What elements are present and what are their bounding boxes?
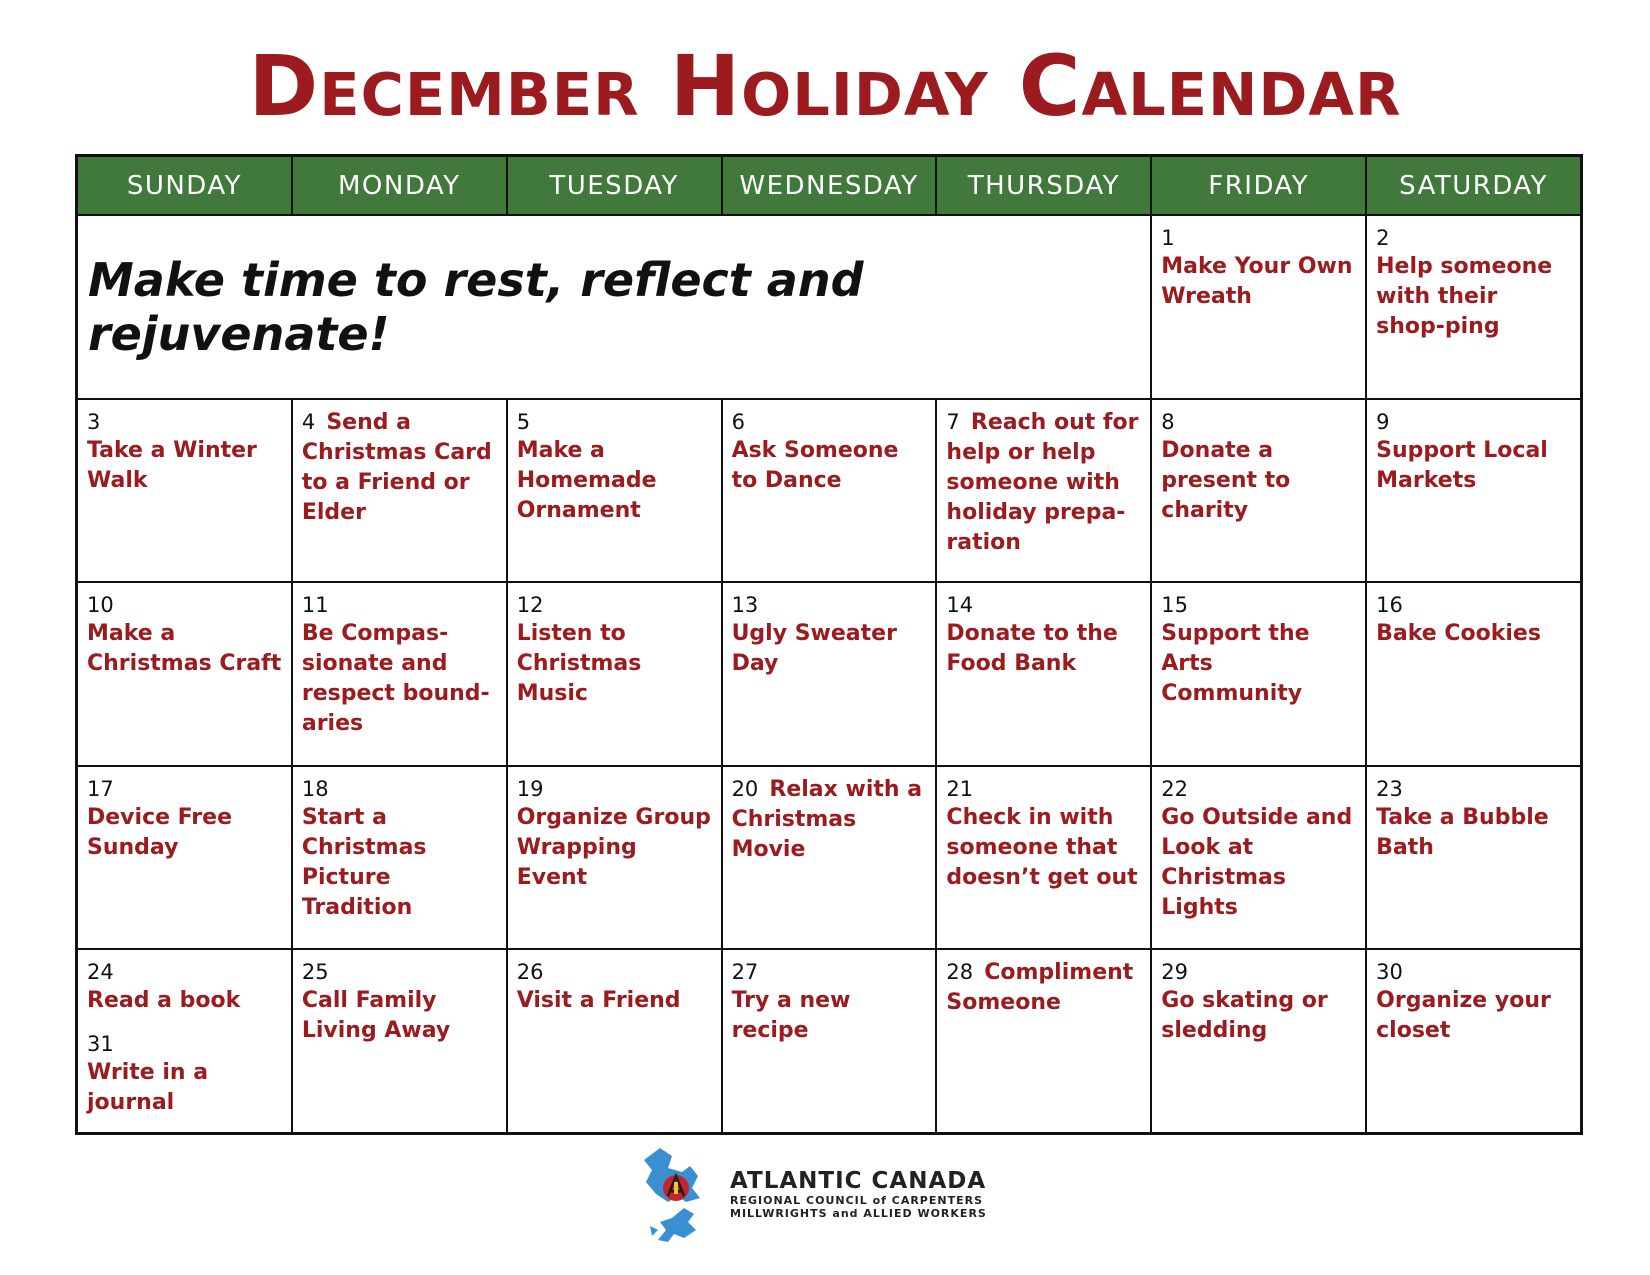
day-cell	[723, 767, 936, 949]
day-cell	[508, 950, 721, 1132]
day-number: 6	[731, 409, 745, 434]
day-activity: Support the Arts Community	[1161, 621, 1310, 707]
organization-logo	[638, 1142, 1038, 1250]
day-activity: Make a Homemade Ornament	[516, 437, 657, 523]
day-activity: Send a Christmas Card to a Friend or Elder	[301, 409, 492, 525]
day-31-block	[87, 1030, 283, 1118]
org-subtitle-line-2: MILLWRIGHTS and ALLIED WORKERS	[730, 1207, 987, 1220]
day-number: 11	[301, 593, 329, 618]
day-activity: Reach out for help or help someone with holiday prepa-ration	[946, 409, 1139, 555]
day-activity: Try a new recipe	[731, 988, 851, 1044]
day-number: 17	[87, 776, 114, 801]
day-number: 20	[731, 776, 759, 801]
day-number: 28	[946, 960, 974, 985]
day-cell	[937, 400, 1150, 582]
day-activity: Compliment Someone	[946, 960, 1134, 1016]
day-header-thursday: THURSDAY	[937, 157, 1150, 214]
day-activity: Listen to Christmas Music	[516, 621, 642, 707]
day-number: 7	[946, 409, 960, 434]
day-number: 19	[516, 776, 544, 801]
day-cell	[293, 400, 506, 582]
calendar-grid	[75, 154, 1583, 1135]
day-cell	[1152, 400, 1365, 582]
day-cell	[293, 950, 506, 1132]
day-header-sunday: SUNDAY	[78, 157, 291, 214]
day-cell	[723, 400, 936, 582]
day-number: 15	[1161, 593, 1189, 618]
day-number: 25	[301, 960, 329, 985]
day-cell	[1367, 950, 1580, 1132]
day-cell	[1152, 767, 1365, 949]
day-cell	[78, 767, 291, 949]
day-header-tuesday: TUESDAY	[508, 157, 721, 214]
day-number: 24	[87, 960, 114, 985]
day-cell	[78, 950, 291, 1132]
day-activity: Go Outside and Look at Christmas Lights	[1161, 804, 1353, 920]
day-cell	[78, 583, 291, 765]
day-cell	[1367, 583, 1580, 765]
day-cell	[293, 767, 506, 949]
day-number: 13	[731, 593, 759, 618]
day-activity: Take a Bubble Bath	[1376, 804, 1549, 860]
atlantic-canada-map-icon	[638, 1142, 718, 1250]
day-number: 22	[1161, 776, 1189, 801]
day-activity: Take a Winter Walk	[87, 437, 257, 493]
day-cell	[937, 767, 1150, 949]
day-activity: Donate a present to charity	[1161, 437, 1291, 523]
day-number: 9	[1376, 409, 1390, 434]
day-activity: Be Compas-sionate and respect bound-aries	[301, 621, 490, 737]
motto-banner: Make time to rest, reflect and rejuvenate!	[78, 216, 1150, 398]
day-cell	[508, 400, 721, 582]
day-number: 30	[1376, 960, 1403, 985]
day-cell	[1152, 216, 1365, 398]
day-number: 23	[1376, 776, 1403, 801]
day-activity: Check in with someone that doesn’t get out	[946, 804, 1138, 890]
day-cell	[1152, 950, 1365, 1132]
day-number: 10	[87, 593, 114, 618]
day-number: 3	[87, 409, 101, 434]
day-activity: Organize Group Wrapping Event	[516, 804, 711, 890]
day-cell	[508, 767, 721, 949]
day-activity: Call Family Living Away	[301, 988, 451, 1044]
day-number: 21	[946, 776, 974, 801]
day-activity: Donate to the Food Bank	[946, 621, 1118, 677]
day-cell	[1152, 583, 1365, 765]
day-cell	[78, 400, 291, 582]
logo-text	[730, 1168, 987, 1220]
day-activity: Write in a journal	[87, 1060, 209, 1116]
day-number: 16	[1376, 593, 1403, 618]
day-activity: Visit a Friend	[516, 988, 681, 1014]
day-header-monday: MONDAY	[293, 157, 506, 214]
day-activity: Relax with a Christmas Movie	[731, 776, 923, 862]
day-number: 4	[301, 409, 316, 434]
day-cell	[293, 583, 506, 765]
day-number: 18	[301, 776, 329, 801]
day-activity: Go skating or sledding	[1161, 988, 1328, 1044]
day-number: 12	[516, 593, 544, 618]
day-activity: Make Your Own Wreath	[1161, 254, 1353, 309]
day-cell	[723, 583, 936, 765]
day-cell	[937, 583, 1150, 765]
calendar-title: December Holiday Calendar	[248, 37, 1402, 135]
day-number: 27	[731, 960, 759, 985]
org-name: ATLANTIC CANADA	[730, 1168, 987, 1194]
day-activity: Read a book	[87, 988, 241, 1014]
day-activity: Support Local Markets	[1376, 437, 1548, 493]
day-activity: Start a Christmas Picture Tradition	[301, 804, 427, 920]
day-activity: Ask Someone to Dance	[731, 437, 899, 493]
org-subtitle-line-1: REGIONAL COUNCIL of CARPENTERS	[730, 1194, 984, 1207]
day-activity: Bake Cookies	[1376, 621, 1541, 647]
day-number: 31	[87, 1032, 114, 1057]
day-activity: Device Free Sunday	[87, 804, 232, 860]
day-cell	[1367, 400, 1580, 582]
day-cell	[937, 950, 1150, 1132]
day-number: 29	[1161, 960, 1189, 985]
day-number: 5	[516, 409, 531, 434]
day-header-wednesday: WEDNESDAY	[723, 157, 936, 214]
day-activity: Organize your closet	[1376, 988, 1551, 1044]
day-activity: Help someone with their shop-ping	[1376, 254, 1553, 339]
day-cell	[1367, 767, 1580, 949]
day-header-saturday: SATURDAY	[1367, 157, 1580, 214]
day-cell	[1367, 216, 1580, 398]
day-cell	[508, 583, 721, 765]
day-number: 1	[1161, 226, 1175, 250]
day-activity: Ugly Sweater Day	[731, 621, 897, 677]
day-header-friday: FRIDAY	[1152, 157, 1365, 214]
day-number: 8	[1161, 409, 1175, 434]
day-cell	[723, 950, 936, 1132]
day-number: 2	[1376, 226, 1390, 250]
day-number: 26	[516, 960, 544, 985]
day-activity: Make a Christmas Craft	[87, 621, 282, 677]
day-number: 14	[946, 593, 974, 618]
